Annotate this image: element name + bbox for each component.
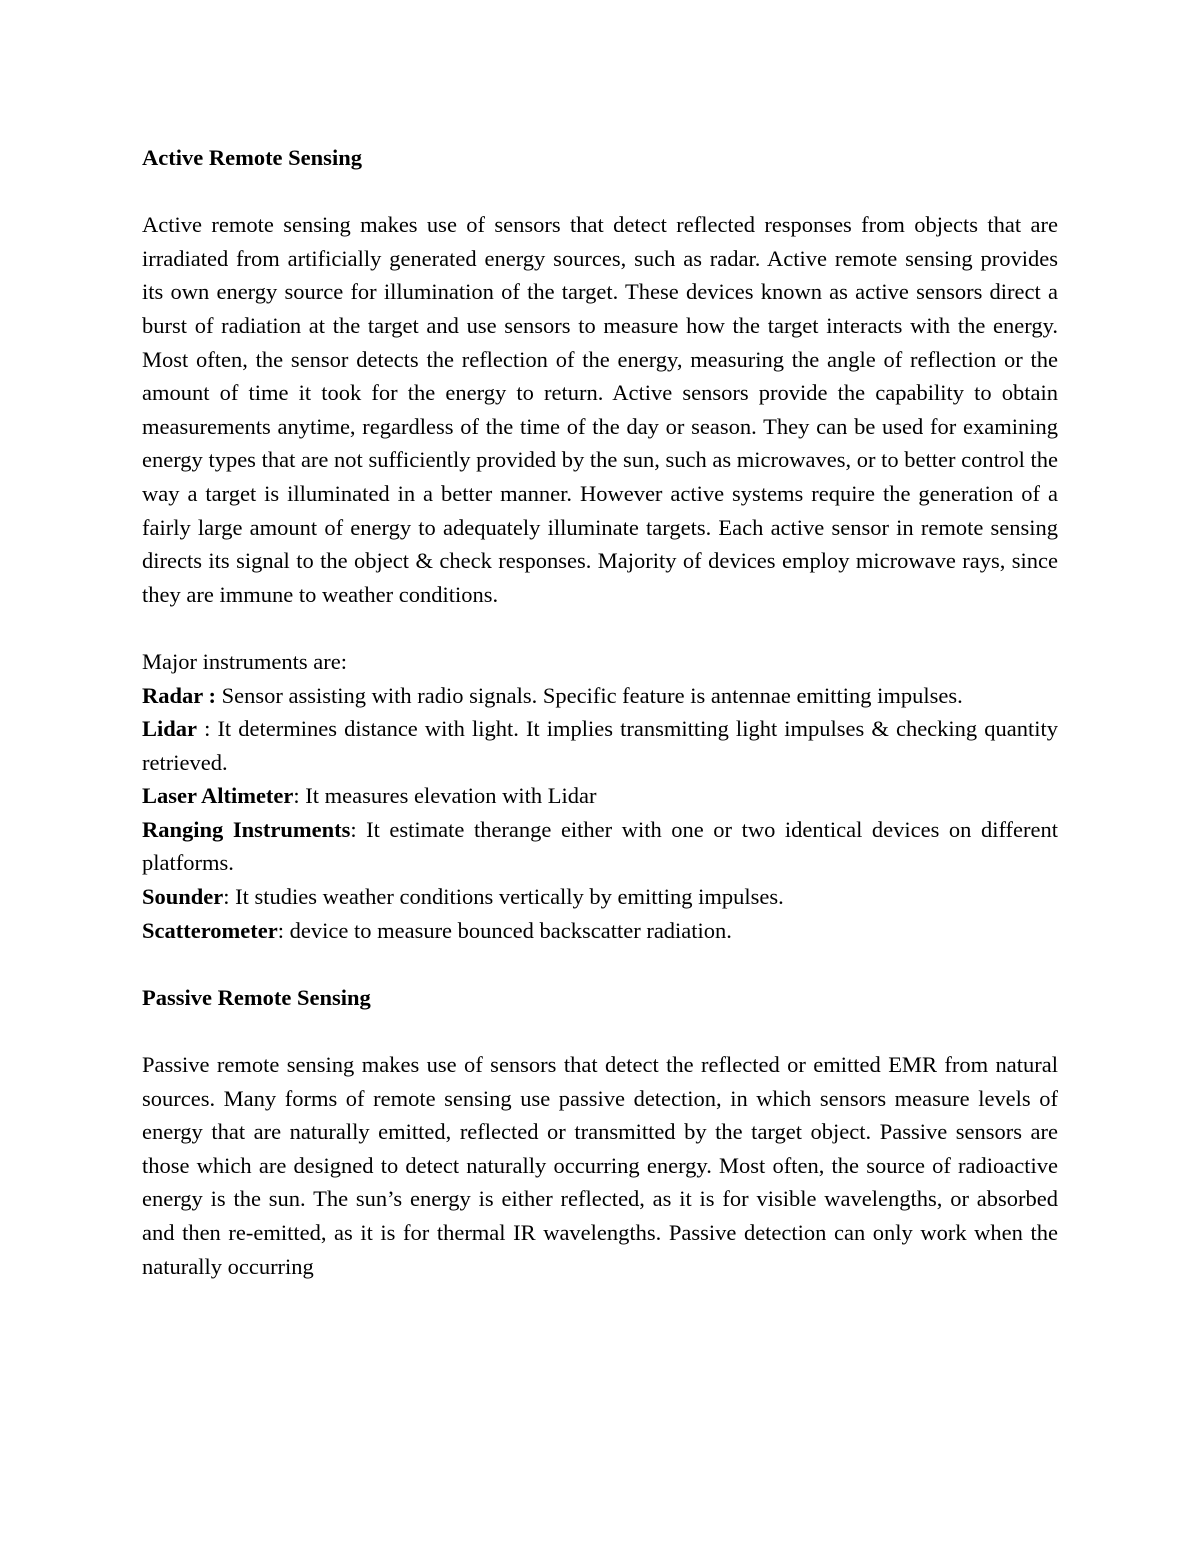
spacer bbox=[142, 947, 1058, 981]
instrument-term: Radar : bbox=[142, 682, 216, 708]
instrument-term: Sounder bbox=[142, 884, 224, 910]
active-remote-sensing-heading: Active Remote Sensing bbox=[142, 145, 362, 170]
instrument-description: : device to measure bounced backscatter radiation. bbox=[277, 917, 732, 943]
spacer bbox=[142, 1014, 1058, 1048]
passive-remote-sensing-paragraph: Passive remote sensing makes use of sensors that detect the reflected or emitted EMR from natural sources. Many forms of remote sensing use passive detection, in which sensors measure levels of energy that are naturally emitted, reflected or transmitted by the target object. Passive sensors are those which are designed to detect naturally occurring energy. Most often, the source of radioactive energy is the sun. The sun’s energy is either reflected, as it is for visible wavelengths, or absorbed and then re-emitted, as it is for thermal IR wavelengths. Passive detection can only work when the naturally occurring bbox=[142, 1052, 1058, 1279]
instruments-intro: Major instruments are: bbox=[142, 648, 347, 674]
instrument-term: Scatterometer bbox=[142, 917, 278, 943]
instrument-description: : It measures elevation with Lidar bbox=[293, 783, 597, 809]
instrument-description: : It estimate therange either with one or two identical devices on different platforms. bbox=[142, 816, 1058, 876]
document-page bbox=[142, 141, 1058, 1283]
spacer bbox=[142, 611, 1058, 645]
instrument-term: Lidar bbox=[142, 716, 198, 742]
passive-remote-sensing-heading: Passive Remote Sensing bbox=[142, 984, 371, 1010]
instrument-description: : It determines distance with light. It implies transmitting light impulses & checking quantity retrieved. bbox=[142, 716, 1058, 775]
instrument-scatterometer bbox=[142, 914, 1058, 948]
instrument-laser-altimeter bbox=[142, 779, 1058, 813]
active-remote-sensing-paragraph: Active remote sensing makes use of sensors that detect reflected responses from objects that are irradiated from artificially generated energy sources, such as radar. Active remote sensing provides its own energy source for illumination of the target. These devices known as active sensors direct a burst of radiation at the target and use sensors to measure how the target interacts with the energy. Most often, the sensor detects the reflection of the energy, measuring the angle of reflection or the amount of time it took for the energy to return. Active sensors provide the capability to obtain measurements anytime, regardless of the time of the day or season. They can be used for examining energy types that are not sufficiently provided by the sun, such as microwaves, or to better control the way a target is illuminated in a better manner. However active systems require the generation of a fairly large amount of energy to adequately illuminate targets. Each active sensor in remote sensing directs its signal to the object & check responses. Majority of devices employ microwave rays, since they are immune to weather conditions. bbox=[142, 212, 1058, 607]
instrument-description: : It studies weather conditions vertically by emitting impulses. bbox=[223, 884, 784, 910]
instrument-term: Ranging Instruments bbox=[142, 816, 351, 842]
instrument-description: Sensor assisting with radio signals. Specific feature is antennae emitting impulses. bbox=[215, 682, 963, 708]
instrument-sounder bbox=[142, 880, 1058, 914]
spacer bbox=[142, 175, 1058, 209]
instrument-radar bbox=[142, 679, 1058, 713]
instrument-term: Laser Altimeter bbox=[142, 783, 294, 809]
instrument-lidar bbox=[142, 712, 1058, 779]
instrument-ranging-instruments bbox=[142, 813, 1058, 880]
